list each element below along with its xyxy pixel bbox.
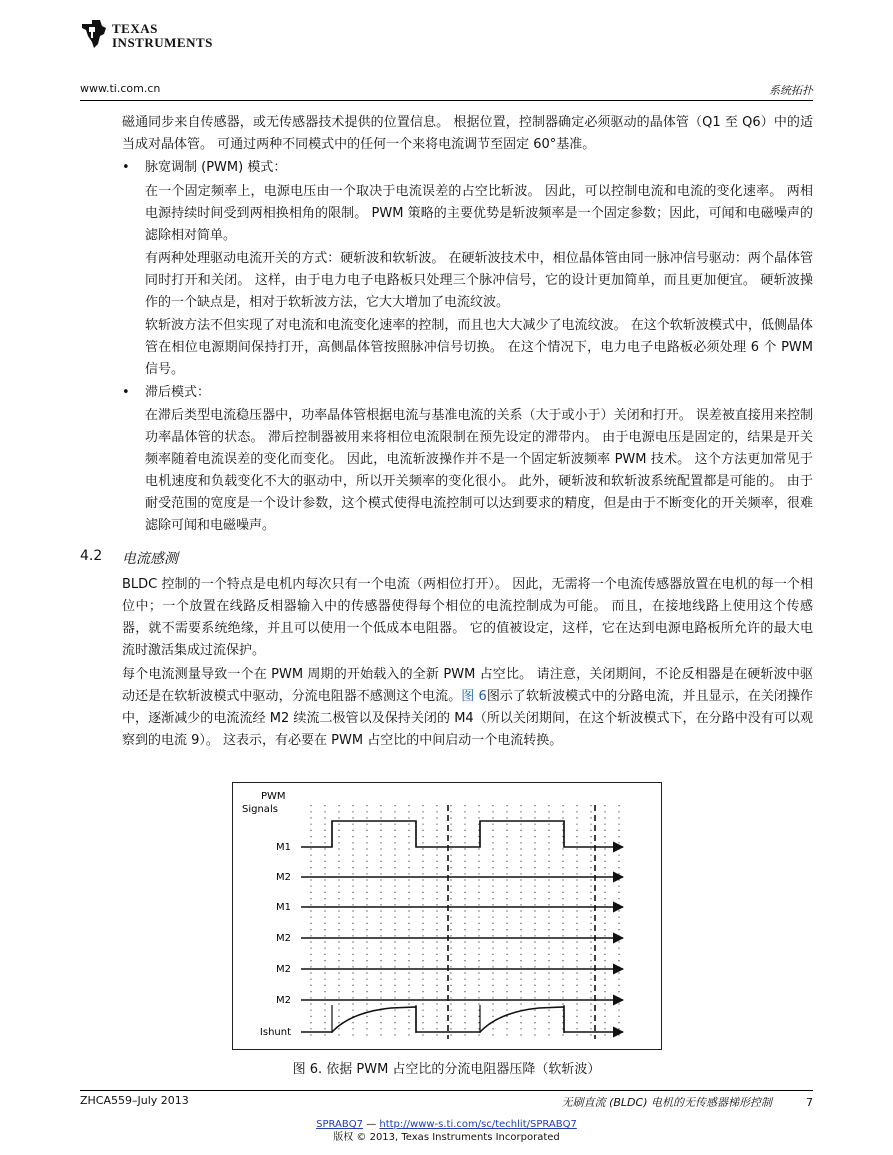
pwm-signals-figure xyxy=(232,782,662,1050)
signal-traces xyxy=(260,821,623,1038)
signal-trace xyxy=(301,1007,623,1032)
hysteresis-bullet-label: 滞后模式： xyxy=(145,385,211,400)
hysteresis-bullet xyxy=(122,382,210,404)
trace-label: Ishunt xyxy=(259,1027,291,1038)
trace-label: M1 xyxy=(276,902,291,913)
bullet-dot: • xyxy=(122,160,130,175)
copyright: 版权 © 2013, Texas Instruments Incorporated xyxy=(333,1132,560,1143)
footer-doc-id: ZHCA559–July 2013 xyxy=(80,1094,189,1107)
trace-label: M2 xyxy=(276,995,291,1006)
section-number: 4.2 xyxy=(80,548,103,564)
header-url[interactable]: www.ti.com.cn xyxy=(80,82,161,95)
figure-6-link[interactable]: 图 6 xyxy=(461,689,487,704)
ref-url-link[interactable]: http://www-s.ti.com/sc/techlit/SPRABQ7 xyxy=(379,1119,577,1130)
figure-label-pwm: PWM xyxy=(261,791,286,802)
header-section: 系统拓扑 xyxy=(769,84,813,97)
page-number: 7 xyxy=(806,1096,813,1109)
signal-trace xyxy=(301,821,623,847)
footer-title: 无刷直流 (BLDC) 电机的无传感器梯形控制 7 xyxy=(561,1096,813,1109)
footer-divider xyxy=(80,1090,813,1091)
pwm-signals-diagram xyxy=(233,783,661,1049)
pwm-paragraph-3: 软斩波方法不但实现了对电流和电流变化速率的控制，而且也大大减少了电流纹波。 在这个软斩波模式中，低侧晶体管在相位电源期间保持打开，高侧晶体管按照脉冲信号切换。 在这个情况下，电力电子电路板必须处理 6 个 PWM 信号。 xyxy=(145,318,813,377)
section-title: 电流感测 xyxy=(122,551,178,567)
ref-id-link[interactable]: SPRABQ7 xyxy=(316,1119,363,1130)
ti-logo-icon xyxy=(80,18,108,50)
figure-label-signals: Signals xyxy=(242,804,278,815)
pwm-paragraph-2: 有两种处理驱动电流开关的方式：硬斩波和软斩波。 在硬斩波技术中，相位晶体管由同一脉冲信号驱动：两个晶体管同时打开和关闭。 这样，由于电力电子电路板只处理三个脉冲信号，它的设计更加简单，而且更加便宜。 硬斩波操作的一个缺点是，相对于软斩波方法，它大大增加了电流纹波。 xyxy=(145,251,813,310)
logo-text: TEXAS INSTRUMENTS xyxy=(112,21,213,50)
trace-label: M1 xyxy=(276,842,291,853)
sensing-paragraph-1: BLDC 控制的一个特点是电机内每次只有一个电流（两相位打开）。 因此，无需将一个电流传感器放置在电机的每一个相位中；一个放置在线路反相器输入中的传感器使得每个相位的电流控制成为可能。 而且，在接地线路上使用这个传感器，就不需要系统绝缘，并且可以使用一个低成本电阻器。 它的值被设定，这样，它在达到电源电路板所允许的最大电流时激活集成过流保护。 xyxy=(122,577,813,658)
pwm-bullet xyxy=(122,157,286,179)
pwm-bullet-label: 脉宽调制 (PWM) 模式： xyxy=(145,160,287,175)
timing-grid xyxy=(311,805,619,1039)
intro-paragraph: 磁通同步来自传感器，或无传感器技术提供的位置信息。 根据位置，控制器确定必须驱动的晶体管（Q1 至 Q6）中的适当成对晶体管。 可通过两种不同模式中的任何一个来将电流调节至固定 60°基准。 xyxy=(122,115,813,152)
trace-label: M2 xyxy=(276,964,291,975)
hysteresis-paragraph: 在滞后类型电流稳压器中，功率晶体管根据电流与基准电流的关系（大于或小于）关闭和打开。 误差被直接用来控制功率晶体管的状态。 滞后控制器被用来将相位电流限制在预先设定的滞带内。 由于电源电压是固定的，结果是开关频率随着电流误差的变化而变化。 因此，电流斩波操作并不是一个固定斩波频率 PWM 技术。 这个方法更加常见于电机速度和负载变化不大的驱动中，所以开关频率的变化很小。 此外，硬斩波和软斩波系统配置都是可能的。 由于耐受范围的宽度是一个设计参数，这个模式使得电流控制可以达到要求的精度，但是由于不断变化的开关频率，很难滤除可闻和电磁噪声。 xyxy=(145,408,813,533)
ref-separator: — xyxy=(366,1119,377,1130)
sensing-paragraph-2: 每个电流测量导致一个在 PWM 周期的开始载入的全新 PWM 占空比。 请注意，关闭期间，不论反相器是在硬斩波中驱动还是在软斩波模式中驱动，分流电阻器不感测这个电流。图 6图示了软斩波模式中的分路电流，并且显示，在关闭操作中，逐渐减少的电流流经 M2 续流二极管以及保持关闭的 M4（所以关闭期间，在这个斩波模式下，在分路中没有可以观察到的电流 9）。 这表示，有必要在 PWM 占空比的中间启动一个电流转换。 xyxy=(122,667,813,748)
bottom-reference xyxy=(0,1118,893,1144)
figure-caption: 图 6. 依据 PWM 占空比的分流电阻器压降（软斩波） xyxy=(292,1062,601,1077)
header-divider xyxy=(80,100,813,101)
bullet-dot: • xyxy=(122,385,130,400)
pwm-paragraph-1: 在一个固定频率上，电源电压由一个取决于电流误差的占空比斩波。 因此，可以控制电流和电流的变化速率。 两相电源持续时间受到两相换相角的限制。 PWM 策略的主要优势是斩波频率是一个固定参数；因此，可闻和电磁噪声的滤除相对简单。 xyxy=(145,184,813,243)
ti-logo xyxy=(80,18,230,54)
trace-label: M2 xyxy=(276,872,291,883)
trace-label: M2 xyxy=(276,933,291,944)
